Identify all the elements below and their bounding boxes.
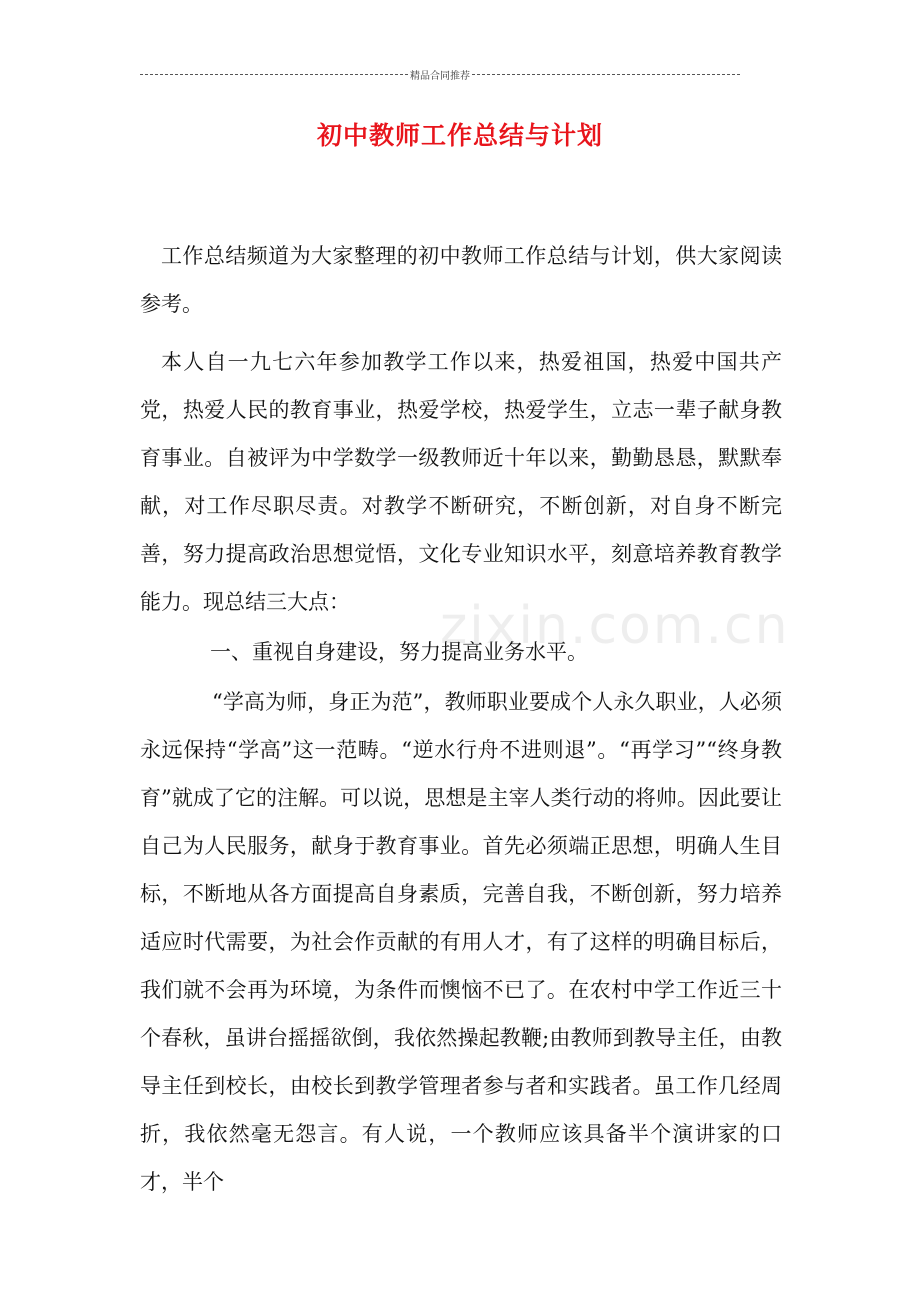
paragraph-intro: 工作总结频道为大家整理的初中教师工作总结与计划，供大家阅读参考。 [140, 244, 782, 316]
document-title: 初中教师工作总结与计划 [316, 121, 603, 150]
header-dash-left [140, 74, 408, 75]
header-divider [140, 66, 740, 82]
header-dash-right [472, 74, 740, 75]
watermark: zixin.com.cn [440, 596, 790, 656]
section-heading: 一、重视自身建设，努力提高业务水平。 [210, 640, 588, 664]
paragraph-section-one: “学高为师，身正为范”，教师职业要成个人永久职业，人必须永远保持“学高”这一范畴。“逆水行舟不进则退”。“再学习”“终身教育”就成了它的注解。可以说，思想是主宰人类行动的将帅。因此要让自己为人民服务，献身于教育事业。首先必须端正思想，明确人生目标，不断地从各方面提高自身素质，完善自我，不断创新，努力培养适应时代需要，为社会作贡献的有用人才，有了这样的明确目标后，我们就不会再为环境，为条件而懊恼不已了。在农村中学工作近三十个春秋，虽讲台摇摇欲倒，我依然操起教鞭;由教师到教导主任，由教导主任到校长，由校长到教学管理者参与者和实践者。虽工作几经周折，我依然毫无怨言。有人说，一个教师应该具备半个演讲家的口才，半个 [140, 690, 782, 1194]
document-body [140, 232, 782, 1206]
paragraph-summary: 本人自一九七六年参加教学工作以来，热爱祖国，热爱中国共产党，热爱人民的教育事业，热爱学校，热爱学生，立志一辈子献身教育事业。自被评为中学数学一级教师近十年以来，勤勤恳恳，默默奉献，对工作尽职尽责。对教学不断研究，不断创新，对自身不断完善，努力提高政治思想觉悟，文化专业知识水平，刻意培养教育教学能力。现总结三大点： [140, 350, 782, 614]
header-label: 精品合同推荐 [410, 70, 470, 82]
